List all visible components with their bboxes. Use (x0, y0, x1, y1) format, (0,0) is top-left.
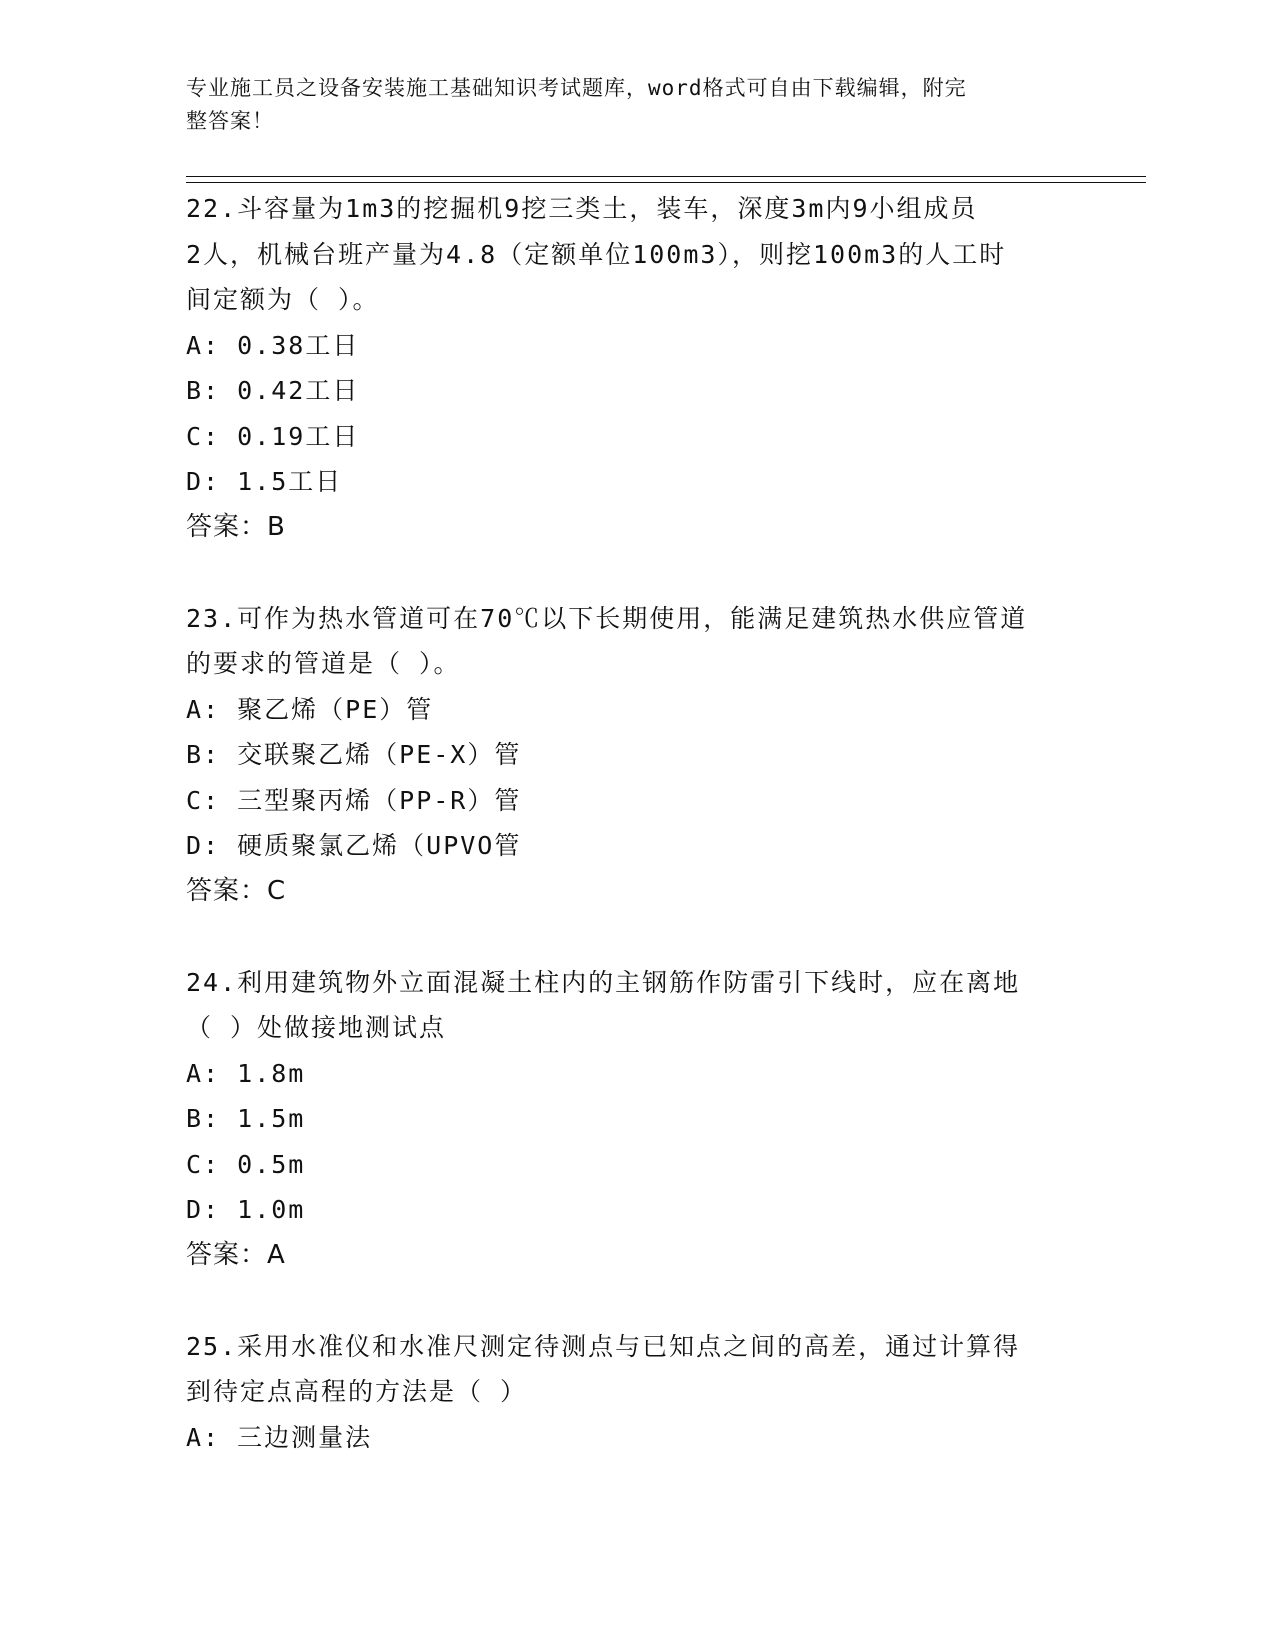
header-line-1: 专业施工员之设备安装施工基础知识考试题库，word格式可自由下载编辑，附完 (186, 76, 967, 100)
option-b: B: 交联聚乙烯（PE-X）管 (186, 740, 522, 769)
option-c: C: 0.19工日 (186, 421, 360, 451)
question-22 (186, 186, 1086, 550)
document-header (186, 72, 1066, 138)
option-d: D: 1.5工日 (186, 467, 343, 496)
question-text-line: 间定额为（ ）。 (186, 285, 380, 314)
question-23 (186, 596, 1086, 915)
option-a: A: 0.38工日 (186, 330, 360, 360)
question-list (186, 186, 1086, 1506)
option-a: A: 1.8m (186, 1058, 306, 1088)
option-b: B: 1.5m (186, 1104, 306, 1133)
option-a: A: 聚乙烯（PE）管 (186, 694, 434, 724)
question-text-line: 25.采用水准仪和水准尺测定待测点与已知点之间的高差，通过计算得 (186, 1331, 1021, 1361)
question-text-line: 的要求的管道是（ ）。 (186, 649, 461, 678)
question-text-line: 到待定点高程的方法是（ ） (186, 1377, 528, 1406)
header-rule-top (186, 176, 1146, 177)
option-c: C: 三型聚丙烯（PP-R）管 (186, 785, 522, 815)
question-text-line: 22.斗容量为1m3的挖掘机9挖三类土，装车，深度3m内9小组成员 (186, 194, 978, 223)
option-d: D: 硬质聚氯乙烯（UPVO管 (186, 831, 522, 860)
question-25 (186, 1324, 1086, 1461)
option-c: C: 0.5m (186, 1149, 306, 1179)
question-24 (186, 960, 1086, 1279)
answer: 答案：C (186, 875, 287, 906)
option-d: D: 1.0m (186, 1195, 306, 1224)
question-text-line: 23.可作为热水管道可在70℃以下长期使用，能满足建筑热水供应管道 (186, 603, 1028, 633)
option-a: A: 三边测量法 (186, 1422, 373, 1452)
option-b: B: 0.42工日 (186, 376, 360, 405)
question-text-line: （ ）处做接地测试点 (186, 1013, 447, 1042)
header-rule-bottom (186, 182, 1146, 183)
answer: 答案：A (186, 1239, 286, 1270)
question-text-line: 2人，机械台班产量为4.8（定额单位100m3），则挖100m3的人工时 (186, 239, 1007, 269)
question-text-line: 24.利用建筑物外立面混凝土柱内的主钢筋作防雷引下线时，应在离地 (186, 967, 1021, 997)
header-line-2: 整答案！ (186, 109, 274, 133)
answer: 答案：B (186, 511, 286, 542)
